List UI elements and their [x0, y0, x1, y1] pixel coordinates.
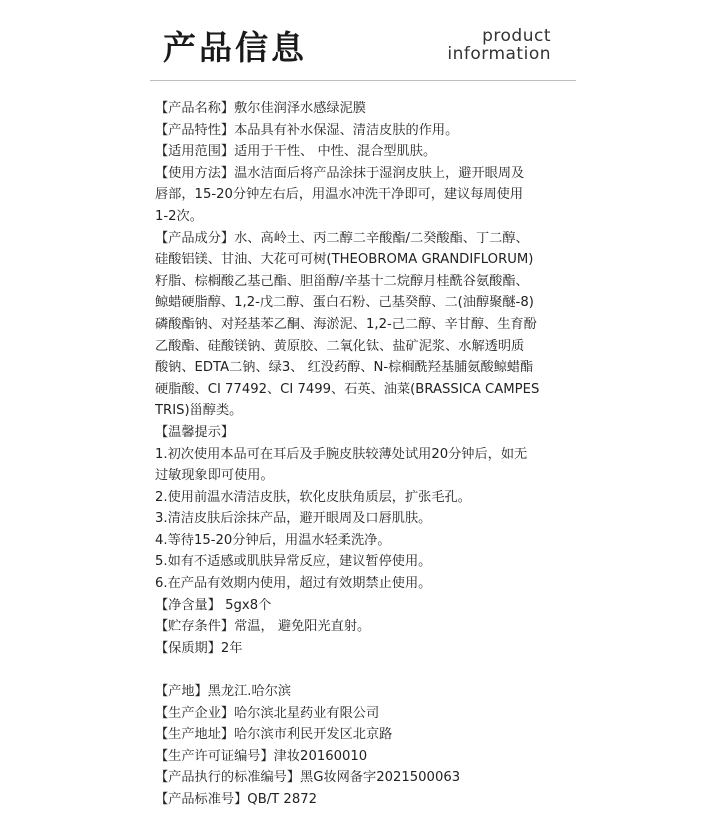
product-feature: 【产品特性】本品具有补水保湿、清洁皮肤的作用。 — [155, 122, 459, 138]
tip-item: 1.初次使用本品可在耳后及手腕皮肤较薄处试用20分钟后，如无 — [155, 446, 528, 462]
ingredients-line: 酸钠、EDTA二钠、绿3、 红没药醇、N-棕榈酰羟基脯氨酸鲸蜡酯 — [155, 360, 534, 376]
english-subtitle — [447, 27, 551, 63]
english-subtitle-line2: information — [447, 44, 551, 64]
usage-line: 唇部，15-20分钟左右后，用温水冲洗干净即可，建议每周使用 — [155, 187, 524, 203]
tip-item: 6.在产品有效期内使用，超过有效期禁止使用。 — [155, 576, 432, 592]
tip-item: 过敏现象即可使用。 — [155, 468, 274, 484]
license-number: 【生产许可证编号】津妆20160010 — [155, 748, 368, 764]
product-scope: 【适用范围】适用于干性、 中性、混合型肌肤。 — [155, 144, 437, 160]
english-subtitle-line1: product — [482, 26, 551, 46]
header-divider — [150, 80, 576, 81]
standard-number: 【产品执行的标准编号】黑G妆网备字2021500063 — [155, 770, 461, 786]
net-content: 【净含量】 5gx8个 — [155, 597, 272, 613]
product-standard: 【产品标准号】QB/T 2872 — [155, 792, 317, 807]
ingredients-line: TRIS)甾醇类。 — [155, 403, 243, 419]
ingredients-line: 硅酸铝镁、甘油、大花可可树(THEOBROMA GRANDIFLORUM) — [155, 252, 534, 268]
product-name: 【产品名称】敷尔佳润泽水感绿泥膜 — [155, 101, 366, 116]
manufacturer-address: 【生产地址】哈尔滨市利民开发区北京路 — [155, 727, 393, 743]
tips-heading: 【温馨提示】 — [155, 424, 235, 440]
tip-item: 5.如有不适感或肌肤异常反应，建议暂停使用。 — [155, 554, 432, 570]
tip-item: 4.等待15-20分钟后，用温水轻柔洗净。 — [155, 532, 391, 548]
product-info — [155, 98, 575, 811]
manufacturer: 【生产企业】哈尔滨北星药业有限公司 — [155, 705, 380, 721]
storage-conditions: 【贮存条件】常温， 避免阳光直射。 — [155, 619, 371, 635]
ingredients-line: 籽脂、棕榈酸乙基己酯、胆甾醇/辛基十二烷醇月桂酰谷氨酸酯、 — [155, 273, 529, 289]
ingredients-line: 磷酸酯钠、对羟基苯乙酮、海淤泥、1,2-己二醇、辛甘醇、生育酚 — [155, 316, 537, 332]
shelf-life: 【保质期】2年 — [155, 640, 243, 656]
tip-item: 3.清洁皮肤后涂抹产品，避开眼周及口唇肌肤。 — [155, 511, 432, 527]
tip-item: 2.使用前温水清洁皮肤，软化皮肤角质层，扩张毛孔。 — [155, 489, 471, 505]
origin: 【产地】黑龙江.哈尔滨 — [155, 684, 292, 700]
usage-line: 1-2次。 — [155, 208, 203, 224]
ingredients-line: 乙酸酯、硅酸镁钠、黄原胶、二氧化钛、盐矿泥浆、水解透明质 — [155, 338, 525, 354]
ingredients-line: 【产品成分】水、高岭土、丙二醇二辛酸酯/二癸酸酯、丁二醇、 — [155, 230, 529, 246]
ingredients-line: 鲸蜡硬脂醇、1,2-戊二醇、蛋白石粉、己基癸醇、二(油醇聚醚-8) — [155, 295, 534, 311]
page-title: 产品信息 — [163, 28, 307, 67]
header — [0, 0, 714, 80]
ingredients-line: 硬脂酸、CI 77492、CI 7499、石英、油菜(BRASSICA CAMPES — [155, 381, 540, 397]
section-gap — [155, 659, 575, 681]
usage-line: 【使用方法】温水洁面后将产品涂抹于湿润皮肤上，避开眼周及 — [155, 165, 525, 181]
